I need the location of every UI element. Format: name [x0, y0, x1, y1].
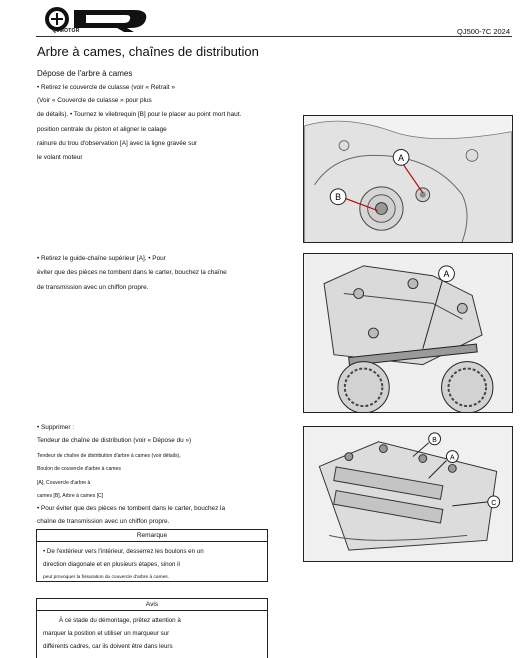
- callout-label: B: [432, 436, 437, 444]
- figure-camshaft-cover: [303, 426, 513, 562]
- section-heading: Dépose de l'arbre à cames: [37, 69, 133, 78]
- callout-label: B: [335, 192, 342, 203]
- notice-line: À ce stade du démontage, prêtez attention à: [59, 617, 181, 624]
- step1-line: • Retirez le couvercle de culasse (voir « Retrait »: [37, 84, 175, 91]
- step2-line: de transmission avec un chiffon propre.: [37, 284, 149, 291]
- step1-line: (Voir « Couvercle de culasse » pour plus: [37, 97, 152, 104]
- step1-line: le volant moteur: [37, 154, 83, 161]
- notice-heading: Avis: [37, 599, 267, 611]
- remark-line: • De l'extérieur vers l'intérieur, desserrez les boulons en un: [43, 548, 204, 555]
- page-title: Arbre à cames, chaînes de distribution: [37, 44, 259, 59]
- figure-crankshaft-timing: [303, 115, 513, 243]
- step3-line: Boulon de couvercle d'arbre à cames: [37, 466, 121, 472]
- notice-box: [36, 598, 268, 658]
- step3-line: • Supprimer :: [37, 424, 75, 431]
- callout-label: A: [443, 269, 450, 280]
- step3-line: Tendeur de chaîne de distribution d'arbre à cames (voir détails),: [37, 453, 181, 459]
- step3-line: • Pour éviter que des pièces ne tombent dans le carter, bouchez la: [37, 505, 226, 512]
- remark-box: [36, 529, 268, 582]
- remark-heading: Remarque: [37, 530, 267, 542]
- notice-line: marquer la position et utiliser un marqueur sur: [43, 630, 170, 637]
- step3-line: chaîne de transmission avec un chiffon propre.: [37, 518, 170, 525]
- page-header: [0, 0, 530, 40]
- remark-line: peut provoquer la fissuration du couvercle d'arbre à cames.: [43, 575, 169, 580]
- brand-name: QJMOTOR: [52, 28, 80, 34]
- callout-label: A: [450, 454, 455, 462]
- callout-label: A: [398, 152, 405, 163]
- remark-line: direction diagonale et en plusieurs étapes, sinon il: [43, 561, 180, 568]
- step3-line: cames [B], Arbre à cames [C]: [37, 493, 104, 499]
- step1-line: position centrale du piston et aligner le calage: [37, 126, 167, 133]
- step3-line: [A], Couvercle d'arbre à: [37, 480, 91, 486]
- header-divider: [36, 36, 512, 37]
- callout-label: C: [491, 499, 497, 507]
- step2-line: • Retirez le guide-chaîne supérieur [A]. • Pour: [37, 255, 166, 262]
- step1-line: de détails). • Tournez le vilebrequin [B] pour le placer au point mort haut.: [37, 111, 242, 118]
- step2-line: éviter que des pièces ne tombent dans le carter, bouchez la chaîne: [37, 269, 227, 276]
- step1-line: rainure du trou d'observation [A] avec la ligne gravée sur: [37, 140, 198, 147]
- document-code: QJ500-7C 2024: [457, 27, 510, 36]
- step3-line: Tendeur de chaîne de distribution (voir « Dépose du »): [37, 437, 192, 444]
- notice-line: différents cadres, car ils doivent être dans leurs: [43, 643, 173, 650]
- figure-chain-guide: [303, 253, 513, 413]
